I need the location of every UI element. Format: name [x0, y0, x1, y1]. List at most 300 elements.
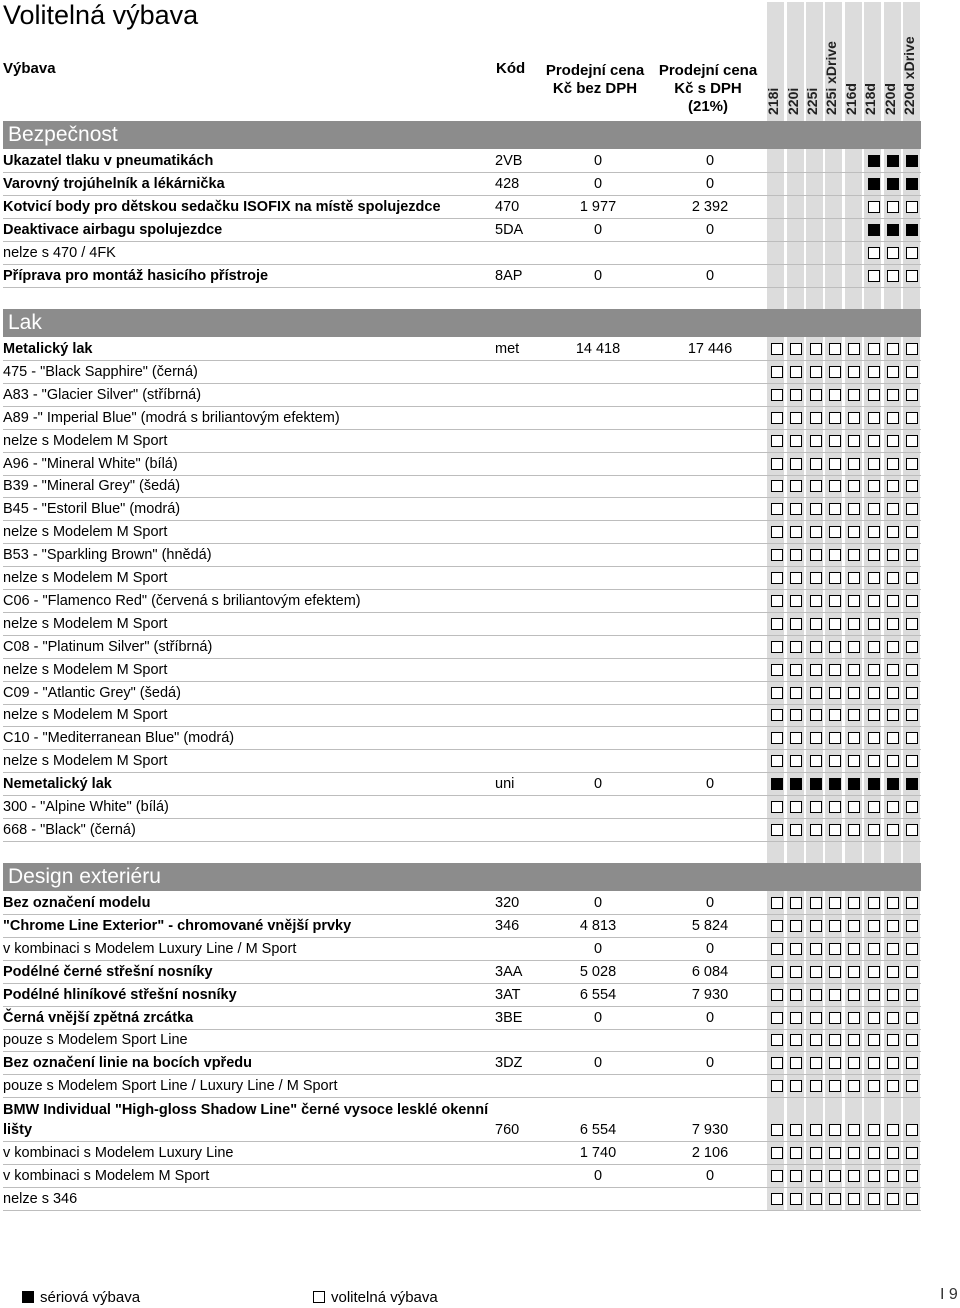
optional-equipment-square-icon: [848, 366, 860, 378]
optional-equipment-square-icon: [906, 1080, 918, 1092]
table-row: [3, 590, 921, 613]
equipment-name: v kombinaci s Modelem Luxury Line: [3, 1145, 234, 1162]
optional-equipment-square-icon: [868, 412, 880, 424]
equipment-name: v kombinaci s Modelem M Sport: [3, 1168, 210, 1184]
standard-equipment-square-icon: [887, 778, 899, 790]
equipment-code: 3AT: [495, 986, 521, 1003]
price-with-vat-line-3: (21%): [687, 98, 728, 115]
page-number: I 9: [940, 1286, 958, 1303]
optional-equipment-square-icon: [790, 595, 802, 607]
optional-equipment-square-icon: [887, 641, 899, 653]
optional-equipment-square-icon: [906, 897, 918, 909]
optional-equipment-square-icon: [906, 943, 918, 955]
optional-equipment-square-icon: [906, 618, 918, 630]
table-row: [3, 1142, 921, 1165]
optional-equipment-square-icon: [868, 1170, 880, 1182]
optional-equipment-square-icon: [771, 389, 783, 401]
legend-standard: [22, 1289, 140, 1306]
optional-equipment-square-icon: [906, 641, 918, 653]
optional-equipment-square-icon: [848, 595, 860, 607]
optional-equipment-square-icon: [906, 270, 918, 282]
optional-equipment-square-icon: [868, 503, 880, 515]
optional-equipment-square-icon: [906, 1012, 918, 1024]
equipment-name: A96 - "Mineral White" (bílá): [3, 455, 178, 472]
equipment-code: uni: [495, 776, 515, 793]
optional-equipment-square-icon: [829, 480, 841, 492]
price-without-vat: 6 554: [579, 986, 617, 1003]
section-header: Lak: [3, 309, 921, 337]
optional-equipment-square-icon: [848, 412, 860, 424]
equipment-name: Bez označení linie na bocích vpředu: [3, 1055, 252, 1072]
table-row: [3, 796, 921, 819]
optional-equipment-square-icon: [868, 572, 880, 584]
optional-equipment-square-icon: [868, 755, 880, 767]
optional-equipment-square-icon: [810, 1080, 822, 1092]
optional-equipment-square-icon: [771, 687, 783, 699]
table-row: [3, 196, 921, 219]
optional-equipment-square-icon: [887, 389, 899, 401]
table-row: [3, 1007, 921, 1030]
table-row: [3, 219, 921, 242]
optional-equipment-square-icon: [771, 526, 783, 538]
optional-equipment-square-icon: [790, 435, 802, 447]
optional-equipment-square-icon: [906, 458, 918, 470]
optional-equipment-square-icon: [829, 435, 841, 447]
column-header-price-without-vat: [540, 62, 650, 98]
table-row: [3, 544, 921, 567]
table-row: [3, 961, 921, 984]
standard-equipment-square-icon: [906, 155, 918, 167]
optional-equipment-square-icon: [868, 458, 880, 470]
optional-equipment-square-icon: [829, 458, 841, 470]
price-without-vat: 0: [593, 1009, 603, 1026]
optional-equipment-square-icon: [906, 595, 918, 607]
optional-equipment-square-icon: [790, 1012, 802, 1024]
table-row: [3, 727, 921, 750]
optional-equipment-square-icon: [868, 549, 880, 561]
standard-equipment-square-icon: [906, 178, 918, 190]
optional-equipment-square-icon: [848, 480, 860, 492]
optional-equipment-square-icon: [848, 1057, 860, 1069]
equipment-name: Deaktivace airbagu spolujezdce: [3, 221, 223, 238]
price-with-vat: 0: [705, 153, 715, 169]
optional-equipment-square-icon: [868, 1147, 880, 1159]
equipment-code: 5DA: [495, 221, 524, 238]
optional-equipment-square-icon: [810, 1012, 822, 1024]
optional-equipment-square-icon: [810, 343, 822, 355]
price-without-vat-line-2: Kč bez DPH: [552, 80, 638, 97]
optional-equipment-square-icon: [868, 270, 880, 282]
optional-equipment-square-icon: [868, 247, 880, 259]
optional-equipment-square-icon: [829, 1034, 841, 1046]
optional-equipment-square-icon: [313, 1291, 325, 1303]
equipment-name: C08 - "Platinum Silver" (stříbrná): [3, 638, 213, 655]
optional-equipment-square-icon: [868, 435, 880, 447]
optional-equipment-square-icon: [771, 755, 783, 767]
table-row: [3, 475, 921, 498]
optional-equipment-square-icon: [887, 503, 899, 515]
optional-equipment-square-icon: [887, 824, 899, 836]
price-without-vat: 0: [593, 175, 603, 192]
optional-equipment-square-icon: [887, 1080, 899, 1092]
optional-equipment-square-icon: [829, 801, 841, 813]
optional-equipment-square-icon: [829, 412, 841, 424]
optional-equipment-square-icon: [887, 480, 899, 492]
optional-equipment-square-icon: [868, 1057, 880, 1069]
optional-equipment-square-icon: [810, 664, 822, 676]
optional-equipment-square-icon: [829, 343, 841, 355]
optional-equipment-square-icon: [829, 1057, 841, 1069]
table-row: [3, 1075, 921, 1098]
optional-equipment-square-icon: [790, 366, 802, 378]
optional-equipment-square-icon: [906, 366, 918, 378]
equipment-code: 8AP: [495, 267, 523, 284]
equipment-name: Varovný trojúhelník a lékárnička: [3, 175, 225, 192]
optional-equipment-square-icon: [887, 755, 899, 767]
optional-equipment-square-icon: [906, 732, 918, 744]
equipment-name: Kotvicí body pro dětskou sedačku ISOFIX na místě spolujezdce: [3, 198, 441, 215]
optional-equipment-square-icon: [868, 732, 880, 744]
optional-equipment-square-icon: [848, 801, 860, 813]
optional-equipment-square-icon: [810, 412, 822, 424]
optional-equipment-square-icon: [887, 966, 899, 978]
price-with-vat: 0: [705, 1009, 715, 1026]
standard-equipment-square-icon: [887, 178, 899, 190]
legend-optional: [313, 1289, 438, 1306]
optional-equipment-square-icon: [810, 709, 822, 721]
price-with-vat: 0: [705, 175, 715, 192]
optional-equipment-square-icon: [810, 1124, 822, 1136]
optional-equipment-square-icon: [829, 1124, 841, 1136]
optional-equipment-square-icon: [887, 201, 899, 213]
equipment-code: 320: [495, 895, 520, 911]
optional-equipment-square-icon: [868, 343, 880, 355]
optional-equipment-square-icon: [906, 664, 918, 676]
optional-equipment-square-icon: [887, 618, 899, 630]
table-row: [3, 242, 921, 265]
optional-equipment-square-icon: [887, 897, 899, 909]
table-row: [3, 361, 921, 384]
optional-equipment-square-icon: [790, 1034, 802, 1046]
equipment-name: pouze s Modelem Sport Line / Luxury Line / M Sport: [3, 1078, 338, 1095]
price-with-vat: 0: [705, 1055, 715, 1072]
optional-equipment-square-icon: [848, 343, 860, 355]
page-title: Volitelná výbava: [3, 0, 199, 30]
optional-equipment-square-icon: [868, 201, 880, 213]
price-with-vat: 5 824: [691, 917, 729, 934]
optional-equipment-square-icon: [790, 412, 802, 424]
optional-equipment-square-icon: [868, 1193, 880, 1205]
model-label: 225i xDrive: [823, 41, 839, 115]
price-without-vat: 0: [593, 153, 603, 169]
model-label: 216d: [843, 83, 859, 115]
optional-equipment-square-icon: [790, 618, 802, 630]
table-row: [3, 407, 921, 430]
optional-equipment-square-icon: [848, 435, 860, 447]
optional-equipment-square-icon: [848, 618, 860, 630]
equipment-name: B39 - "Mineral Grey" (šedá): [3, 478, 181, 495]
legend-optional-label: volitelná výbava: [331, 1289, 438, 1306]
optional-equipment-square-icon: [771, 709, 783, 721]
standard-equipment-square-icon: [906, 224, 918, 236]
price-with-vat: 7 930: [691, 1122, 729, 1139]
optional-equipment-square-icon: [790, 755, 802, 767]
standard-equipment-square-icon: [848, 778, 860, 790]
optional-equipment-square-icon: [790, 1057, 802, 1069]
optional-equipment-square-icon: [868, 943, 880, 955]
optional-equipment-square-icon: [848, 1147, 860, 1159]
optional-equipment-square-icon: [790, 1080, 802, 1092]
standard-equipment-square-icon: [829, 778, 841, 790]
optional-equipment-square-icon: [906, 824, 918, 836]
optional-equipment-square-icon: [887, 1034, 899, 1046]
optional-equipment-square-icon: [771, 1012, 783, 1024]
equipment-code: 2VB: [495, 153, 523, 169]
optional-equipment-square-icon: [887, 732, 899, 744]
optional-equipment-square-icon: [868, 824, 880, 836]
optional-equipment-square-icon: [810, 732, 822, 744]
model-label: 220d xDrive: [901, 36, 917, 115]
optional-equipment-square-icon: [771, 1124, 783, 1136]
table-row: [3, 704, 921, 727]
optional-equipment-square-icon: [906, 687, 918, 699]
optional-equipment-square-icon: [771, 897, 783, 909]
model-label: 220i: [785, 87, 801, 115]
optional-equipment-square-icon: [790, 966, 802, 978]
optional-equipment-square-icon: [848, 732, 860, 744]
optional-equipment-square-icon: [887, 801, 899, 813]
table-row: [3, 750, 921, 773]
optional-equipment-square-icon: [887, 270, 899, 282]
equipment-name: C09 - "Atlantic Grey" (šedá): [3, 684, 181, 701]
optional-equipment-square-icon: [790, 709, 802, 721]
price-without-vat: 0: [593, 221, 603, 238]
optional-equipment-square-icon: [790, 572, 802, 584]
column-header-price-with-vat: [652, 62, 764, 116]
column-header-kod: Kód: [496, 60, 526, 77]
optional-equipment-square-icon: [906, 920, 918, 932]
optional-equipment-square-icon: [868, 641, 880, 653]
standard-equipment-square-icon: [868, 178, 880, 190]
optional-equipment-square-icon: [887, 247, 899, 259]
equipment-name: 300 - "Alpine White" (bílá): [3, 799, 169, 815]
optional-equipment-square-icon: [887, 664, 899, 676]
table-row: [3, 682, 921, 705]
optional-equipment-square-icon: [848, 824, 860, 836]
optional-equipment-square-icon: [848, 664, 860, 676]
optional-equipment-square-icon: [771, 412, 783, 424]
optional-equipment-square-icon: [887, 943, 899, 955]
optional-equipment-square-icon: [829, 920, 841, 932]
optional-equipment-square-icon: [887, 458, 899, 470]
optional-equipment-square-icon: [810, 641, 822, 653]
optional-equipment-square-icon: [868, 389, 880, 401]
optional-equipment-square-icon: [810, 526, 822, 538]
optional-equipment-square-icon: [848, 1080, 860, 1092]
optional-equipment-square-icon: [829, 897, 841, 909]
optional-equipment-square-icon: [906, 572, 918, 584]
price-without-vat: 0: [593, 1168, 603, 1184]
optional-equipment-square-icon: [848, 897, 860, 909]
equipment-name: "Chrome Line Exterior" - chromované vnější prvky: [3, 917, 352, 934]
price-without-vat: 0: [593, 776, 603, 793]
optional-equipment-square-icon: [887, 366, 899, 378]
optional-equipment-square-icon: [771, 366, 783, 378]
optional-equipment-square-icon: [771, 989, 783, 1001]
optional-equipment-square-icon: [887, 412, 899, 424]
equipment-name: nelze s Modelem M Sport: [3, 661, 168, 678]
price-with-vat-line-2: Kč s DPH: [674, 80, 742, 97]
table-row: [3, 384, 921, 407]
optional-equipment-square-icon: [810, 366, 822, 378]
equipment-code: 3DZ: [495, 1055, 523, 1072]
optional-equipment-square-icon: [790, 641, 802, 653]
optional-equipment-square-icon: [810, 824, 822, 836]
optional-equipment-square-icon: [868, 1080, 880, 1092]
optional-equipment-square-icon: [868, 1012, 880, 1024]
price-with-vat-line-1: Prodejní cena: [658, 62, 758, 79]
equipment-name: nelze s Modelem M Sport: [3, 615, 168, 632]
optional-equipment-square-icon: [868, 709, 880, 721]
optional-equipment-square-icon: [848, 503, 860, 515]
optional-equipment-square-icon: [790, 549, 802, 561]
optional-equipment-square-icon: [829, 1193, 841, 1205]
section-header: Bezpečnost: [3, 121, 921, 149]
table-row: [3, 915, 921, 938]
table-row: [3, 659, 921, 682]
optional-equipment-square-icon: [810, 943, 822, 955]
optional-equipment-square-icon: [771, 641, 783, 653]
table-row: [3, 636, 921, 659]
equipment-name: nelze s 470 / 4FK: [3, 244, 116, 261]
equipment-name: Metalický lak: [3, 341, 93, 357]
optional-equipment-square-icon: [829, 966, 841, 978]
optional-equipment-square-icon: [771, 1170, 783, 1182]
optional-equipment-square-icon: [887, 1147, 899, 1159]
optional-equipment-square-icon: [887, 549, 899, 561]
optional-equipment-square-icon: [790, 1147, 802, 1159]
optional-equipment-square-icon: [829, 709, 841, 721]
optional-equipment-square-icon: [848, 641, 860, 653]
equipment-name: nelze s 346: [3, 1190, 78, 1207]
optional-equipment-square-icon: [810, 503, 822, 515]
price-with-vat: 0: [705, 895, 715, 911]
price-with-vat: 0: [705, 776, 715, 793]
optional-equipment-square-icon: [887, 1193, 899, 1205]
optional-equipment-square-icon: [771, 1193, 783, 1205]
optional-equipment-square-icon: [829, 572, 841, 584]
optional-equipment-square-icon: [810, 549, 822, 561]
optional-equipment-square-icon: [887, 572, 899, 584]
optional-equipment-square-icon: [848, 1170, 860, 1182]
optional-equipment-square-icon: [848, 458, 860, 470]
optional-equipment-square-icon: [810, 1057, 822, 1069]
table-row: [3, 613, 921, 636]
equipment-name: A89 -" Imperial Blue" (modrá s briliantovým efektem): [3, 409, 340, 426]
equipment-code: 3BE: [495, 1009, 523, 1026]
optional-equipment-square-icon: [810, 687, 822, 699]
price-without-vat-line-1: Prodejní cena: [545, 62, 645, 79]
optional-equipment-square-icon: [829, 641, 841, 653]
standard-equipment-square-icon: [771, 778, 783, 790]
optional-equipment-square-icon: [887, 435, 899, 447]
standard-equipment-square-icon: [868, 155, 880, 167]
optional-equipment-square-icon: [829, 732, 841, 744]
optional-equipment-square-icon: [906, 549, 918, 561]
optional-equipment-square-icon: [848, 943, 860, 955]
standard-equipment-square-icon: [868, 224, 880, 236]
price-with-vat: 17 446: [687, 341, 733, 357]
optional-equipment-square-icon: [868, 366, 880, 378]
price-without-vat: 4 813: [579, 917, 617, 934]
optional-equipment-square-icon: [906, 503, 918, 515]
equipment-name: nelze s Modelem M Sport: [3, 570, 168, 586]
equipment-name: pouze s Modelem Sport Line: [3, 1032, 188, 1049]
equipment-code: 346: [495, 917, 520, 934]
standard-equipment-square-icon: [790, 778, 802, 790]
optional-equipment-square-icon: [868, 480, 880, 492]
equipment-code: 760: [495, 1122, 520, 1139]
table-row: [3, 521, 921, 544]
equipment-code: met: [495, 341, 520, 357]
optional-equipment-square-icon: [887, 989, 899, 1001]
optional-equipment-square-icon: [829, 824, 841, 836]
optional-equipment-square-icon: [829, 989, 841, 1001]
optional-equipment-square-icon: [771, 343, 783, 355]
optional-equipment-square-icon: [771, 1147, 783, 1159]
optional-equipment-square-icon: [790, 1124, 802, 1136]
optional-equipment-square-icon: [848, 989, 860, 1001]
optional-equipment-square-icon: [906, 247, 918, 259]
model-label: 220d: [882, 83, 898, 115]
equipment-name: nelze s Modelem M Sport: [3, 432, 168, 449]
optional-equipment-square-icon: [906, 801, 918, 813]
table-row: [3, 1188, 921, 1211]
optional-equipment-square-icon: [829, 664, 841, 676]
standard-equipment-square-icon: [887, 155, 899, 167]
optional-equipment-square-icon: [810, 435, 822, 447]
equipment-name: C10 - "Mediterranean Blue" (modrá): [3, 730, 235, 747]
optional-equipment-square-icon: [829, 1080, 841, 1092]
optional-equipment-square-icon: [790, 480, 802, 492]
optional-equipment-square-icon: [848, 966, 860, 978]
optional-equipment-square-icon: [868, 687, 880, 699]
optional-equipment-square-icon: [829, 526, 841, 538]
optional-equipment-square-icon: [790, 732, 802, 744]
price-with-vat: 6 084: [691, 963, 729, 980]
optional-equipment-square-icon: [790, 920, 802, 932]
price-with-vat: 0: [705, 221, 715, 238]
table-row: [3, 984, 921, 1007]
equipment-name: v kombinaci s Modelem Luxury Line / M Sport: [3, 940, 297, 957]
optional-equipment-square-icon: [906, 1034, 918, 1046]
equipment-name: Černá vnější zpětná zrcátka: [3, 1009, 194, 1026]
equipment-name: nelze s Modelem M Sport: [3, 707, 168, 724]
table-row: [3, 938, 921, 961]
optional-equipment-square-icon: [810, 1193, 822, 1205]
optional-equipment-square-icon: [906, 755, 918, 767]
optional-equipment-square-icon: [829, 618, 841, 630]
optional-equipment-square-icon: [810, 1170, 822, 1182]
optional-equipment-square-icon: [868, 920, 880, 932]
optional-equipment-square-icon: [868, 1124, 880, 1136]
standard-equipment-square-icon: [906, 778, 918, 790]
optional-equipment-square-icon: [887, 1170, 899, 1182]
table-row: [3, 567, 921, 590]
price-with-vat: 0: [705, 267, 715, 284]
optional-equipment-square-icon: [906, 1124, 918, 1136]
optional-equipment-square-icon: [906, 201, 918, 213]
